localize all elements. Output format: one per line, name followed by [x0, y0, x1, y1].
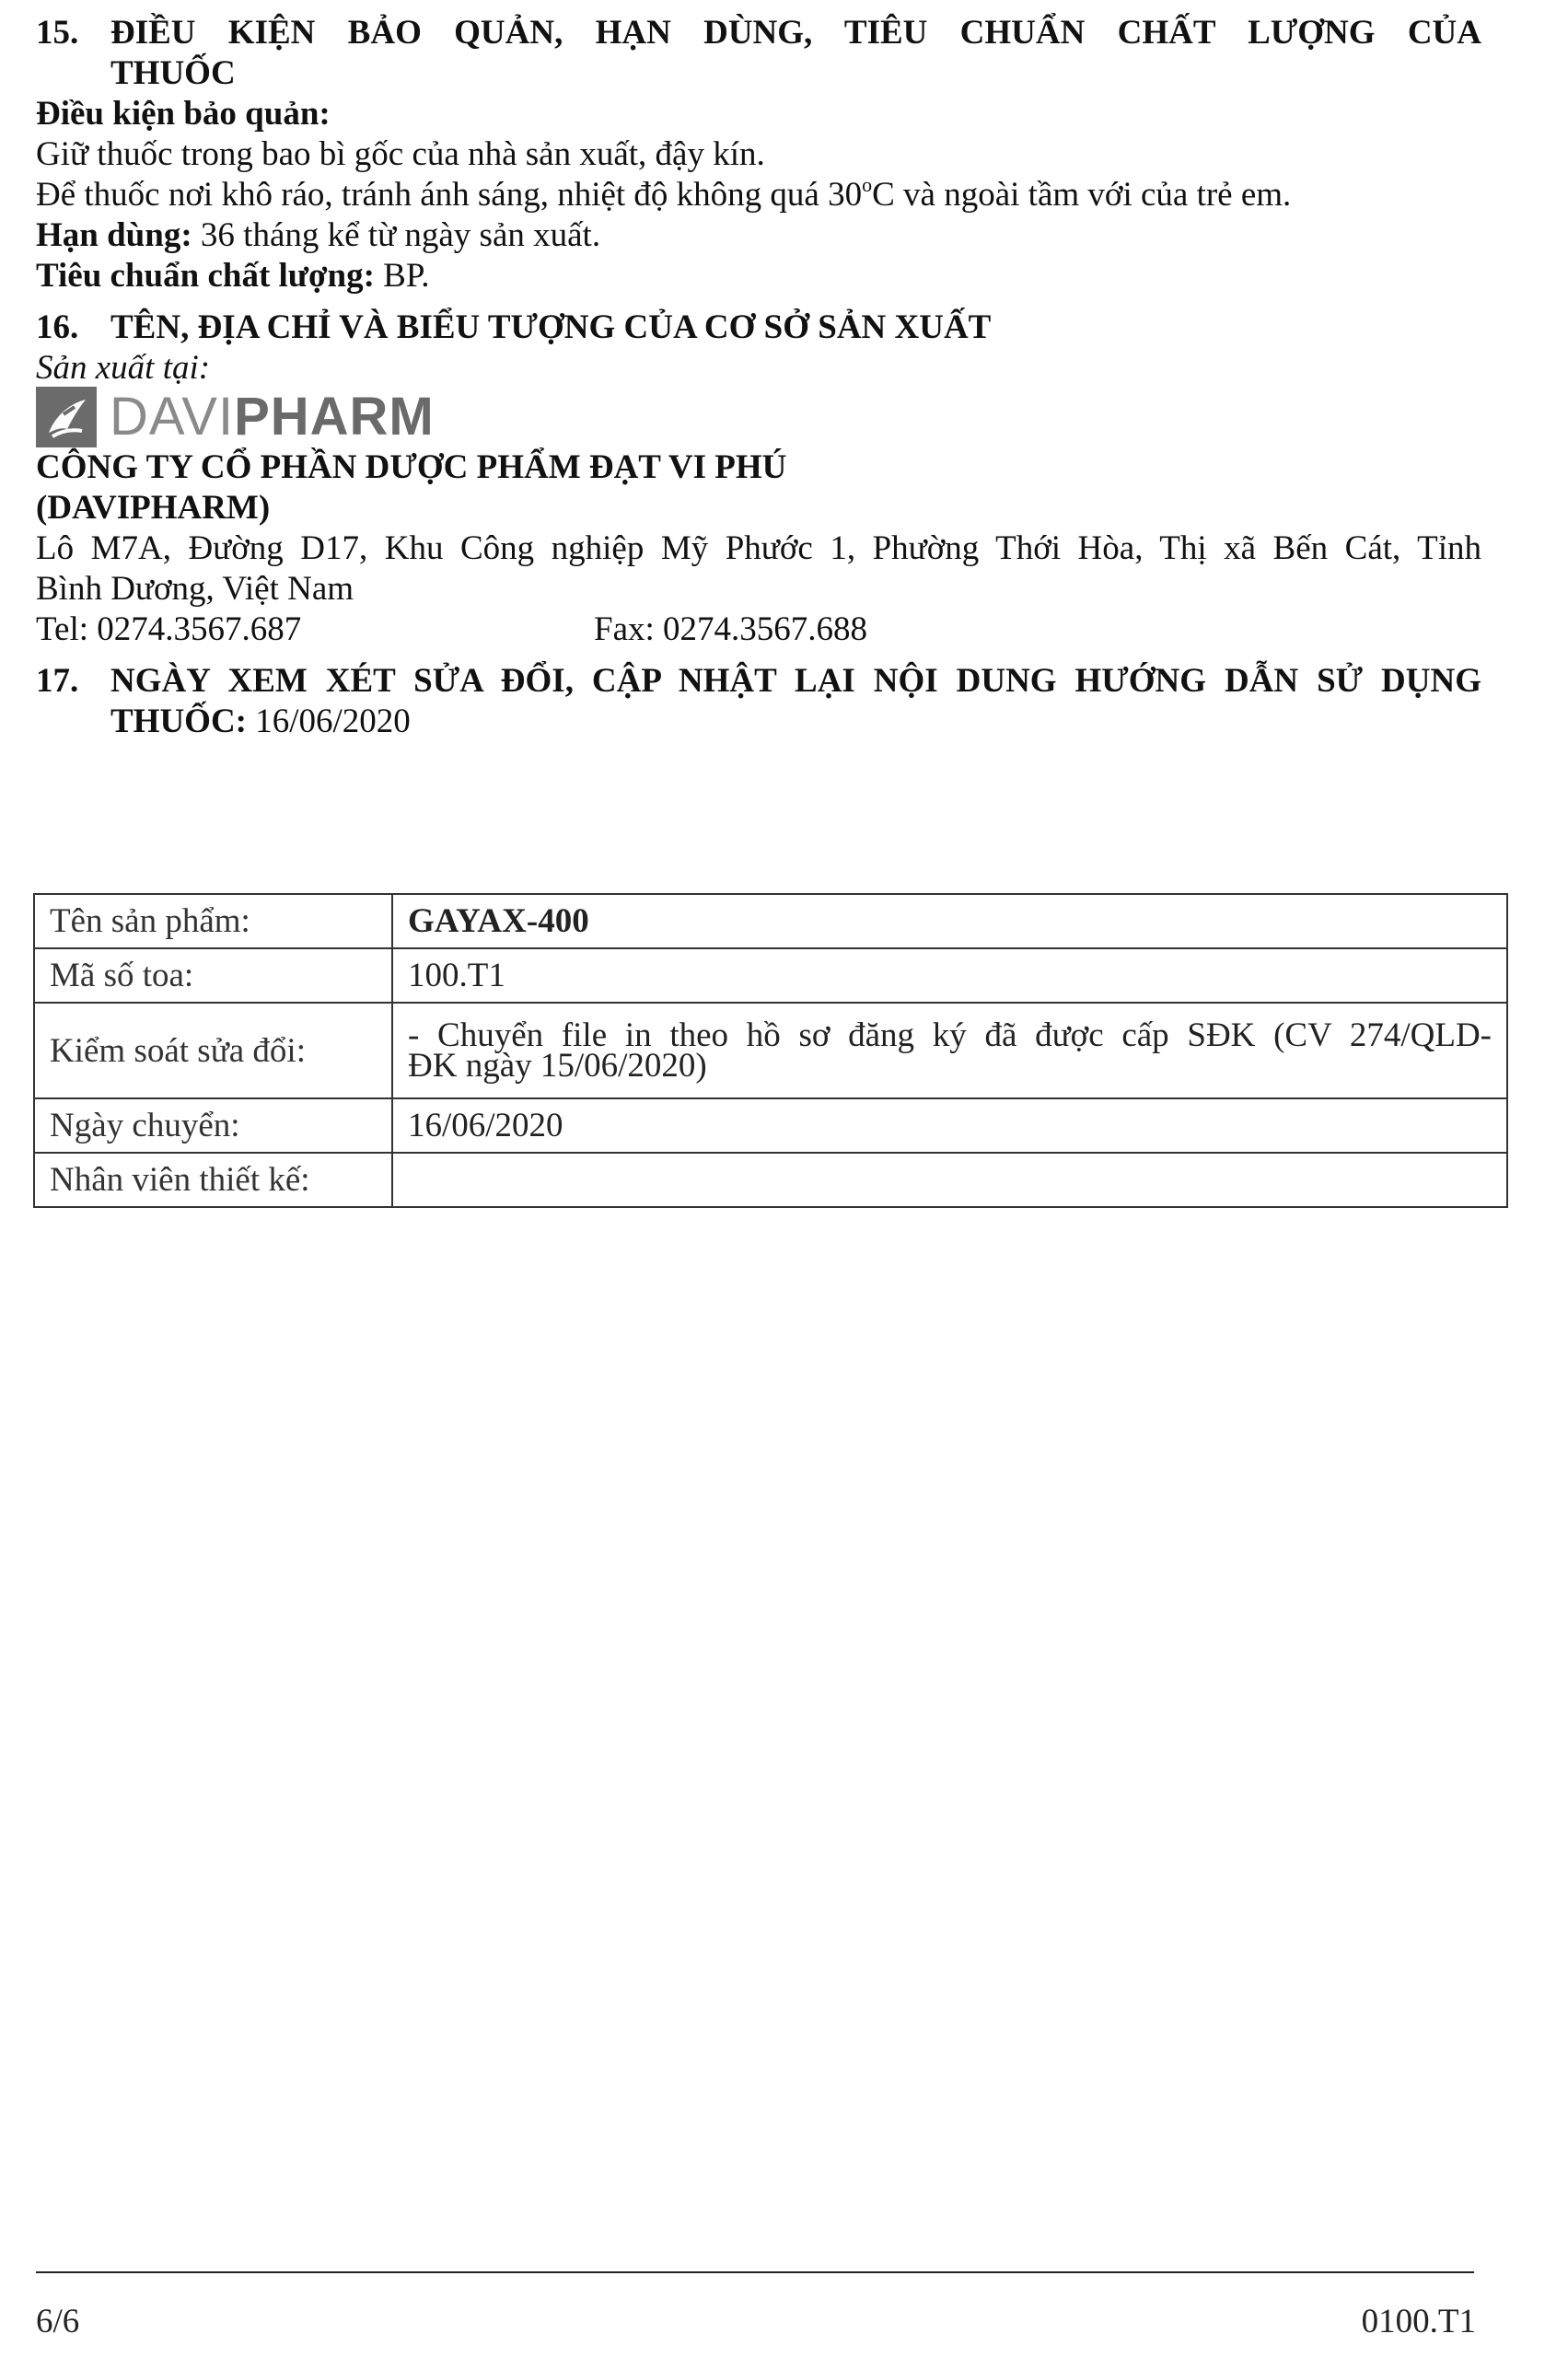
revision-control-line: - Chuyển file in theo hồ sơ đăng ký đã được cấp SĐK (CV 274/QLD- [408, 1016, 1492, 1054]
quality-standard-label: Tiêu chuẩn chất lượng: [36, 257, 375, 295]
document-code: 0100.T1 [1361, 2303, 1476, 2340]
company-address-line: Bình Dương, Việt Nam [36, 570, 354, 608]
designer-cell [392, 1153, 1507, 1207]
storage-label: Điều kiện bảo quản: [36, 95, 331, 133]
quality-standard-value: BP. [374, 257, 430, 295]
product-name-cell: GAYAX-400 [392, 894, 1507, 948]
storage-text-line: Giữ thuốc trong bao bì gốc của nhà sản xuất, đậy kín. [36, 135, 765, 173]
section-number: 16. [36, 308, 79, 346]
degree-superscript: o [862, 172, 873, 196]
company-short-name: (DAVIPHARM) [36, 489, 271, 527]
section-15-heading [36, 13, 1481, 94]
transfer-date-cell: 16/06/2020 [392, 1098, 1507, 1153]
company-name: CÔNG TY CỔ PHẦN DƯỢC PHẨM ĐẠT VI PHÚ [36, 448, 787, 486]
section-title-line: THUỐC [110, 54, 236, 92]
section-number: 15. [36, 14, 79, 52]
section-number: 17. [36, 662, 79, 700]
shelf-life-label: Hạn dùng: [36, 216, 192, 254]
davipharm-logo-icon [36, 387, 97, 447]
section-title-line: NGÀY XEM XÉT SỬA ĐỔI, CẬP NHẬT LẠI NỘI DUNG HƯỚNG DẪN SỬ DỤNG [110, 662, 1481, 700]
revision-control-line: ĐK ngày 15/06/2020) [408, 1047, 707, 1085]
telephone: Tel: 0274.3567.687 [36, 610, 302, 648]
table-row [34, 1098, 1507, 1153]
quality-standard [36, 256, 1481, 296]
table-label-cell: Nhân viên thiết kế: [34, 1153, 392, 1207]
storage-text-line: Để thuốc nơi khô ráo, tránh ánh sáng, nhiệt độ không quá 30$^o$C và ngoài tầm với của trẻ em. [36, 172, 1292, 214]
table-label-cell: Kiểm soát sửa đổi: [34, 1003, 392, 1098]
section-title: TÊN, ĐỊA CHỈ VÀ BIỂU TƯỢNG CỦA CƠ SỞ SẢN XUẤT [110, 308, 992, 346]
document-body [36, 13, 1481, 742]
page-number: 6/6 [36, 2303, 80, 2340]
fax: Fax: 0274.3567.688 [594, 610, 868, 648]
revision-date: 16/06/2020 [247, 702, 411, 740]
section-16-heading [36, 308, 1481, 348]
shelf-life-value: 36 tháng kể từ ngày sản xuất. [192, 216, 601, 254]
table-row [34, 948, 1507, 1003]
table-label-cell: Mã số toa: [34, 948, 392, 1003]
section-17-heading [36, 661, 1481, 742]
revision-control-cell [392, 1003, 1507, 1098]
made-at-label: Sản xuất tại: [36, 349, 211, 387]
section-title-line: THUỐC: [110, 702, 247, 740]
table-row [34, 1003, 1507, 1098]
table-row [34, 894, 1507, 948]
davipharm-logo [36, 387, 1481, 447]
company-contact [36, 610, 1481, 650]
leaflet-code-cell: 100.T1 [392, 948, 1507, 1003]
product-info-table [33, 893, 1508, 1208]
section-title-line: ĐIỀU KIỆN BẢO QUẢN, HẠN DÙNG, TIÊU CHUẨN CHẤT LƯỢNG CỦA [110, 14, 1481, 52]
davipharm-logo-wordmark: DAVIPHARM [110, 387, 435, 447]
shelf-life [36, 215, 1481, 256]
table-label-cell: Tên sản phẩm: [34, 894, 392, 948]
table-row [34, 1153, 1507, 1207]
company-address-line: Lô M7A, Đường D17, Khu Công nghiệp Mỹ Phước 1, Phường Thới Hòa, Thị xã Bến Cát, Tỉnh [36, 529, 1481, 567]
footer-divider [36, 2271, 1474, 2273]
table-label-cell: Ngày chuyển: [34, 1098, 392, 1153]
